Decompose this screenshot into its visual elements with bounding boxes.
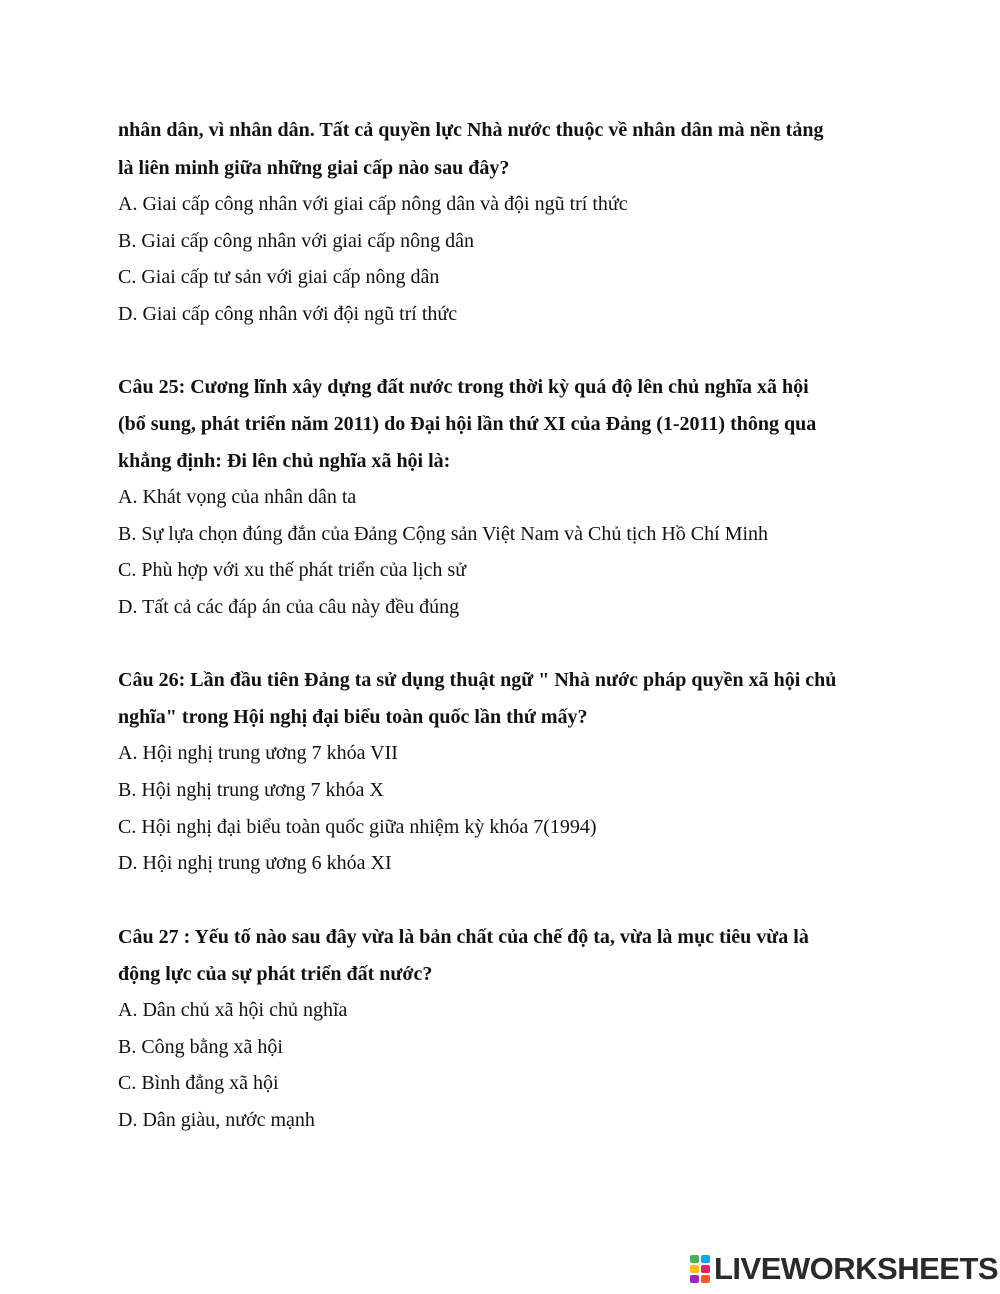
question-27-option-c[interactable]: C. Bình đẳng xã hội — [118, 1072, 279, 1094]
question-27-text-line-1: Câu 27 : Yếu tố nào sau đây vừa là bản chất của chế độ ta, vừa là mục tiêu vừa là — [118, 926, 809, 948]
question-26-option-b[interactable]: B. Hội nghị trung ương 7 khóa X — [118, 779, 384, 801]
question-24-option-c[interactable]: C. Giai cấp tư sản với giai cấp nông dân — [118, 266, 440, 288]
question-27-option-a[interactable]: A. Dân chủ xã hội chủ nghĩa — [118, 999, 348, 1021]
question-27-option-d[interactable]: D. Dân giàu, nước mạnh — [118, 1109, 315, 1131]
question-24-text-line-1: nhân dân, vì nhân dân. Tất cả quyền lực Nhà nước thuộc về nhân dân mà nền tảng — [118, 119, 824, 141]
question-26-text-line-1: Câu 26: Lần đầu tiên Đảng ta sử dụng thuật ngữ " Nhà nước pháp quyền xã hội chủ — [118, 669, 837, 691]
question-25-text-line-2: (bổ sung, phát triển năm 2011) do Đại hội lần thứ XI của Đảng (1-2011) thông qua — [118, 413, 817, 435]
logo-block — [690, 1275, 699, 1283]
question-24-option-b[interactable]: B. Giai cấp công nhân với giai cấp nông dân — [118, 230, 475, 252]
question-25-text-line-1: Câu 25: Cương lĩnh xây dựng đất nước trong thời kỳ quá độ lên chủ nghĩa xã hội — [118, 376, 809, 398]
question-27-option-b[interactable]: B. Công bằng xã hội — [118, 1036, 283, 1058]
question-27-text-line-2: động lực của sự phát triển đất nước? — [118, 963, 433, 985]
logo-block — [701, 1255, 710, 1263]
question-25-text-line-3: khẳng định: Đi lên chủ nghĩa xã hội là: — [118, 450, 451, 472]
question-25-option-a[interactable]: A. Khát vọng của nhân dân ta — [118, 486, 357, 508]
question-25-option-b[interactable]: B. Sự lựa chọn đúng đắn của Đảng Cộng sản Việt Nam và Chủ tịch Hồ Chí Minh — [118, 523, 769, 545]
logo-block — [701, 1265, 710, 1273]
question-24-option-a[interactable]: A. Giai cấp công nhân với giai cấp nông dân và đội ngũ trí thức — [118, 193, 628, 215]
liveworksheets-wordmark: LIVEWORKSHEETS — [714, 1251, 999, 1286]
liveworksheets-logo-icon — [690, 1255, 710, 1283]
question-25-option-c[interactable]: C. Phù hợp với xu thế phát triển của lịch sử — [118, 559, 467, 581]
question-26-option-a[interactable]: A. Hội nghị trung ương 7 khóa VII — [118, 742, 398, 764]
question-26-option-d[interactable]: D. Hội nghị trung ương 6 khóa XI — [118, 852, 392, 874]
question-24-text-line-2: là liên minh giữa những giai cấp nào sau đây? — [118, 157, 510, 179]
liveworksheets-brand — [690, 1252, 998, 1286]
question-24-option-d[interactable]: D. Giai cấp công nhân với đội ngũ trí thức — [118, 303, 458, 325]
logo-block — [690, 1265, 699, 1273]
logo-block — [701, 1275, 710, 1283]
question-26-text-line-2: nghĩa" trong Hội nghị đại biểu toàn quốc lần thứ mấy? — [118, 706, 588, 728]
logo-block — [690, 1255, 699, 1263]
question-25-option-d[interactable]: D. Tất cả các đáp án của câu này đều đúng — [118, 596, 460, 618]
question-26-option-c[interactable]: C. Hội nghị đại biểu toàn quốc giữa nhiệm kỳ khóa 7(1994) — [118, 816, 597, 838]
